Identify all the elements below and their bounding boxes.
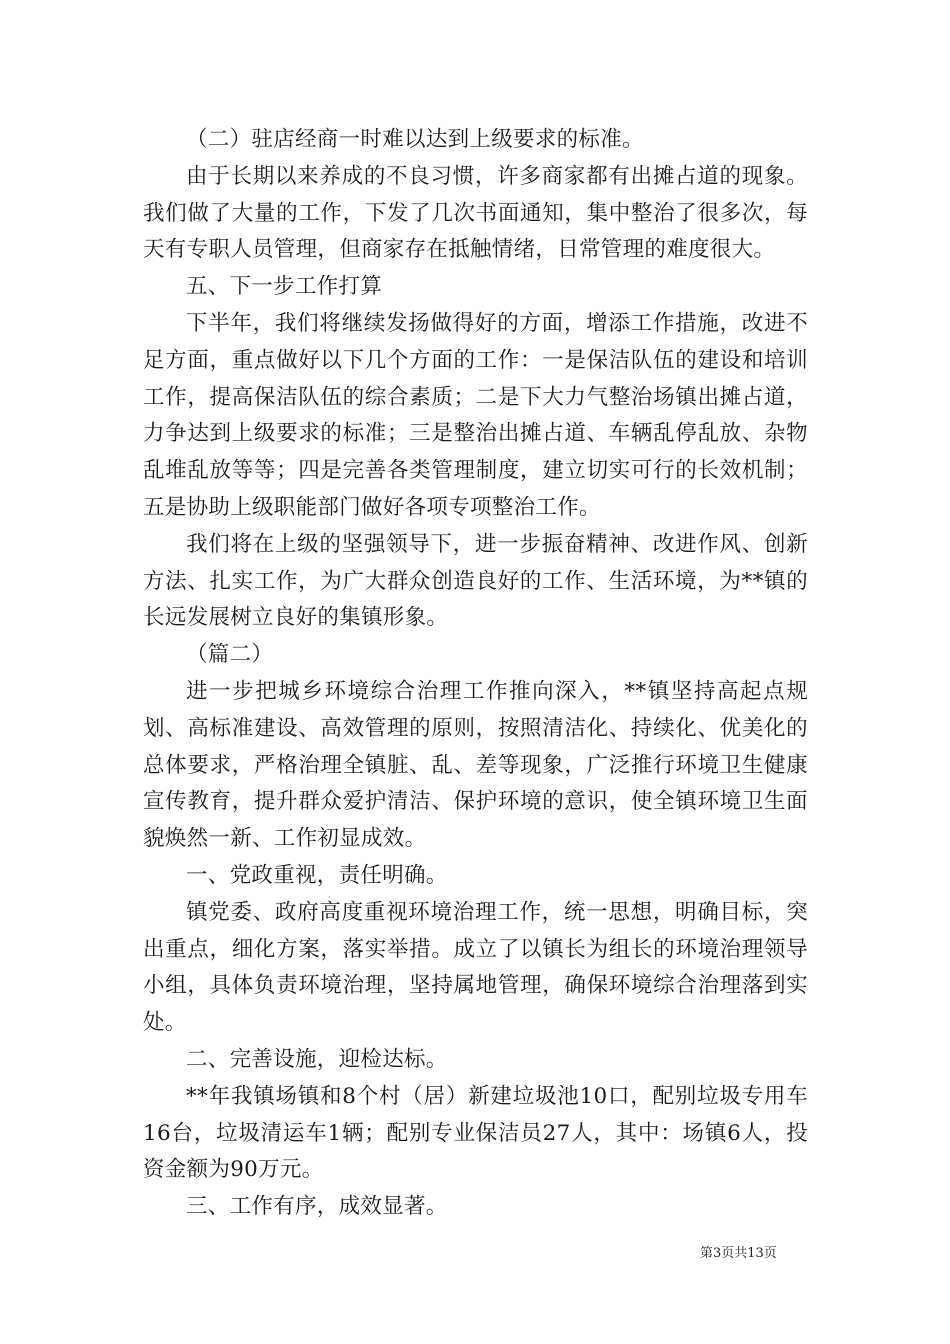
- paragraph-second-half-plan: 下半年，我们将继续发扬做得好的方面，增添工作措施，改进不足方面，重点做好以下几个方面的工作：一是保洁队伍的建设和培训工作，提高保洁队伍的综合素质；二是下大力气整治场镇出摊占道，力争达到上级要求的标准；三是整治出摊占道、车辆乱停乱放、杂物乱堆乱放等等；四是完善各类管理制度，建立切实可行的长效机制；五是协助上级职能部门做好各项专项整治工作。: [143, 310, 808, 520]
- subheading-shop-standards: （二）驻店经商一时难以达到上级要求的标准。: [186, 127, 644, 152]
- section-title-part-two: （篇二）: [186, 642, 274, 668]
- paragraph-merchant-habits: 由于长期以来养成的不良习惯，许多商家都有出摊占道的现象。我们做了大量的工作，下发了几次书面通知，集中整治了很多次，每天有专职人员管理，但商家存在抵触情绪，日常管理的难度很大。: [143, 163, 808, 263]
- paragraph-leadership: 我们将在上级的坚强领导下，进一步振奋精神、改进作风、创新方法、扎实工作，为广大群众创造良好的工作、生活环境，为**镇的长远发展树立良好的集镇形象。: [143, 531, 808, 631]
- heading-party-attention: 一、党政重视，责任明确。: [186, 862, 448, 888]
- heading-facilities: 二、完善设施，迎检达标。: [186, 1046, 448, 1072]
- paragraph-facilities: **年我镇场镇和8个村（居）新建垃圾池10口，配别垃圾专用车16台，垃圾清运车1辆；配别专业保洁员27人，其中：场镇6人，投资金额为90万元。: [143, 1083, 808, 1183]
- document-body: [143, 122, 808, 1226]
- paragraph-party-attention: 镇党委、政府高度重视环境治理工作，统一思想，明确目标，突出重点，细化方案，落实举措。成立了以镇长为组长的环境治理领导小组，具体负责环境治理，坚持属地管理，确保环境综合治理落到实处。: [143, 899, 808, 1036]
- heading-orderly-work: 三、工作有序，成效显著。: [186, 1194, 448, 1220]
- paragraph-intro-part-two: 进一步把城乡环境综合治理工作推向深入，**镇坚持高起点规划、高标准建设、高效管理的原则，按照清洁化、持续化、优美化的总体要求，严格治理全镇脏、乱、差等现象，广泛推行环境卫生健康宣传教育，提升群众爱护清洁、保护环境的意识，使全镇环境卫生面貌焕然一新、工作初显成效。: [143, 678, 808, 852]
- heading-next-steps: 五、下一步工作打算: [186, 274, 383, 300]
- page-number-footer: 第3页共13页: [700, 1246, 777, 1261]
